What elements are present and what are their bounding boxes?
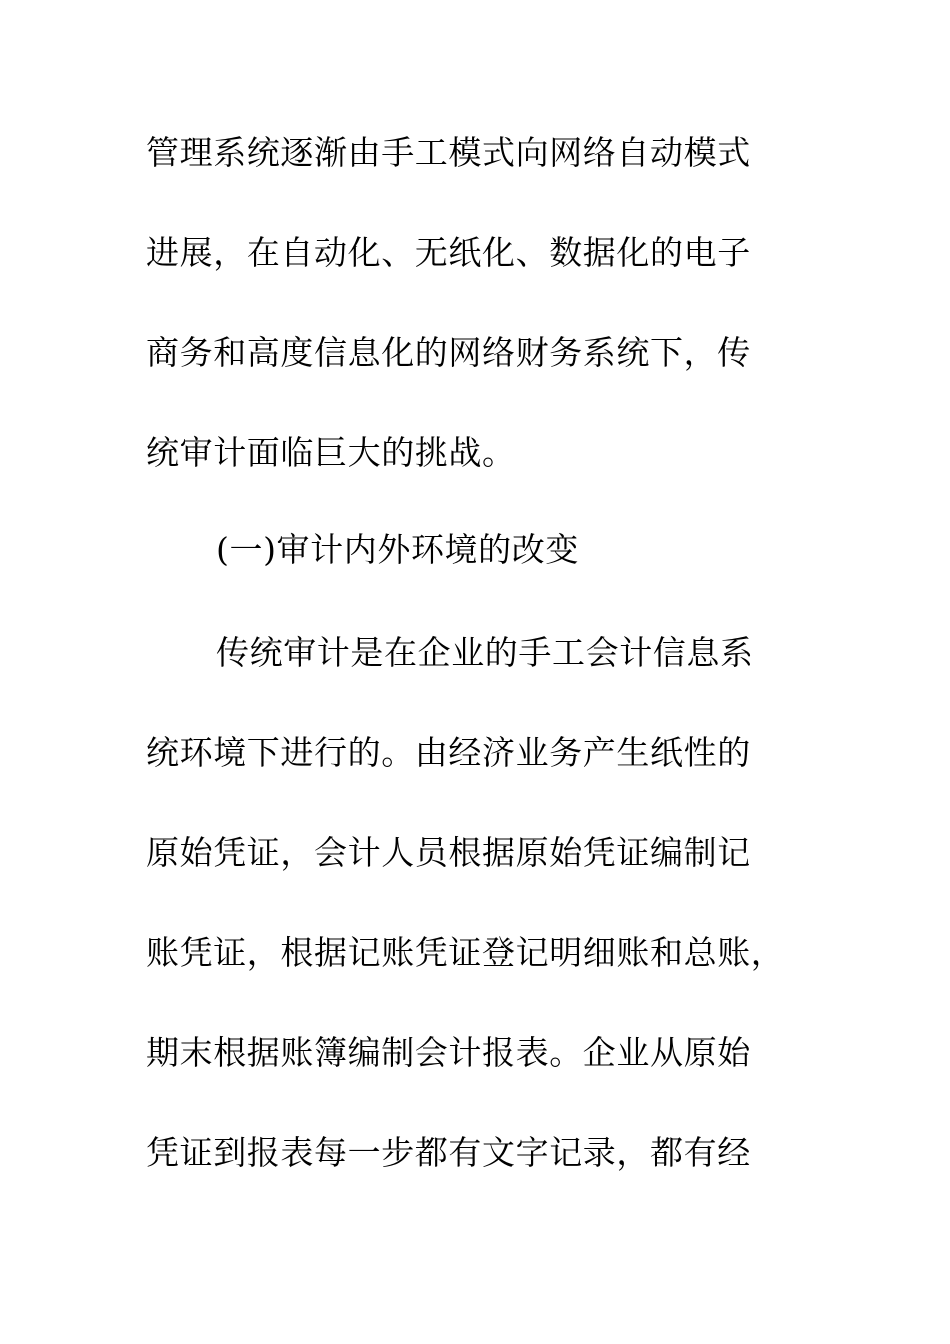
paragraph-line: 进展，在自动化、无纸化、数据化的电子	[146, 233, 751, 272]
paragraph-line: 统审计面临巨大的挑战。	[146, 433, 516, 472]
paragraph-line: 凭证到报表每一步都有文字记录，都有经	[146, 1133, 751, 1172]
paragraph-line: 传统审计是在企业的手工会计信息系	[216, 633, 754, 672]
paragraph-line: 统环境下进行的。由经济业务产生纸性的	[146, 733, 751, 772]
paragraph-line: 期末根据账簿编制会计报表。企业从原始	[146, 1033, 751, 1072]
paragraph-line: 商务和高度信息化的网络财务系统下，传	[146, 333, 751, 372]
paragraph-line: 原始凭证，会计人员根据原始凭证编制记	[146, 833, 751, 872]
paragraph-line: 账凭证，根据记账凭证登记明细账和总账，	[146, 933, 785, 972]
paragraph-line: 管理系统逐渐由手工模式向网络自动模式	[146, 133, 751, 172]
section-heading: (一)审计内外环境的改变	[216, 530, 579, 569]
